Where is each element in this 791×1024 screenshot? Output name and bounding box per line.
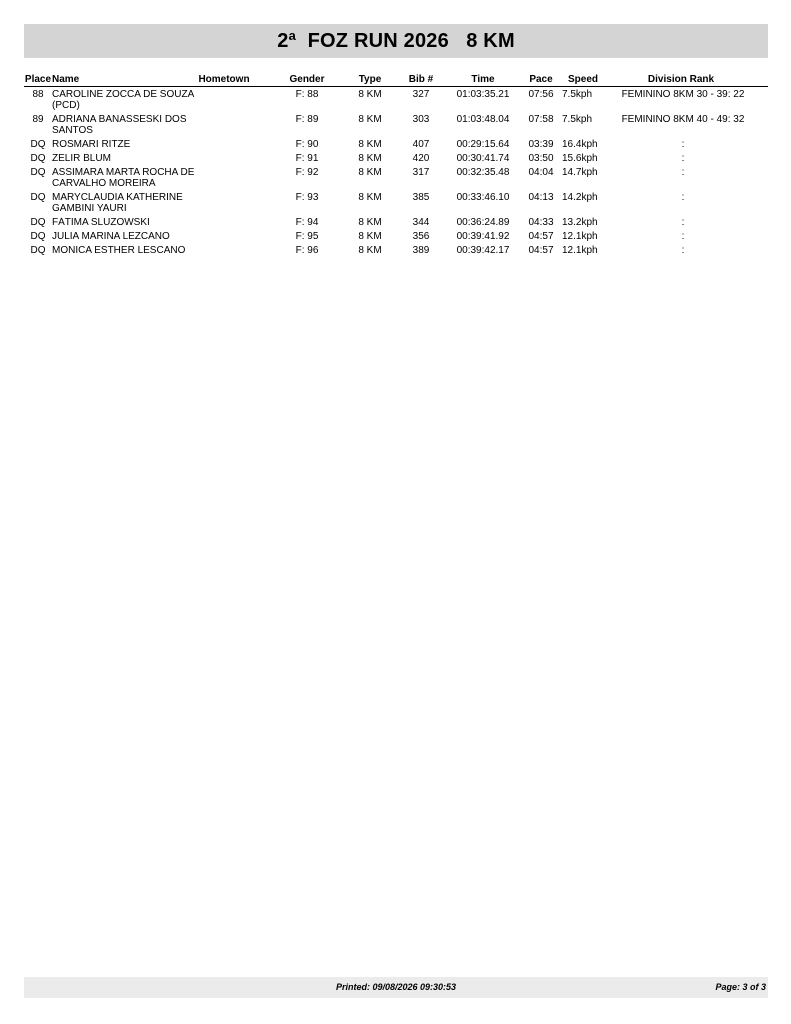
type-cell: 8 KM bbox=[358, 192, 382, 203]
place-cell: 88 bbox=[32, 89, 44, 100]
gender-cell: F: 95 bbox=[295, 231, 319, 242]
time-cell: 00:36:24.89 bbox=[456, 217, 510, 228]
results-table bbox=[24, 74, 768, 259]
name-cell: ADRIANA BANASSESKI DOS SANTOS bbox=[52, 114, 187, 136]
gender-cell: F: 91 bbox=[295, 153, 319, 164]
place-cell: DQ bbox=[30, 167, 46, 178]
pace-cell: 04:57 bbox=[528, 231, 554, 242]
division-rank-cell: : bbox=[681, 217, 685, 228]
pace-cell: 04:33 bbox=[528, 217, 554, 228]
table-row bbox=[24, 89, 768, 111]
gender-cell: F: 90 bbox=[295, 139, 319, 150]
type-cell: 8 KM bbox=[358, 245, 382, 256]
gender-cell: F: 96 bbox=[295, 245, 319, 256]
gender-cell: F: 88 bbox=[295, 89, 319, 100]
type-cell: 8 KM bbox=[358, 231, 382, 242]
type-cell: 8 KM bbox=[358, 167, 382, 178]
column-header-bib: Bib # bbox=[408, 74, 434, 85]
column-header-hometown: Hometown bbox=[198, 74, 250, 85]
type-cell: 8 KM bbox=[358, 114, 382, 125]
time-cell: 00:32:35.48 bbox=[456, 167, 510, 178]
time-cell: 01:03:48.04 bbox=[456, 114, 510, 125]
place-cell: DQ bbox=[30, 192, 46, 203]
gender-cell: F: 93 bbox=[295, 192, 319, 203]
bib-cell: 407 bbox=[412, 139, 430, 150]
name-cell: FÁTIMA SLUZOWSKI bbox=[52, 217, 150, 228]
place-cell: DQ bbox=[30, 231, 46, 242]
pace-cell: 03:39 bbox=[528, 139, 554, 150]
title-bar bbox=[24, 24, 768, 58]
table-row bbox=[24, 114, 768, 136]
bib-cell: 356 bbox=[412, 231, 430, 242]
pace-cell: 03:50 bbox=[528, 153, 554, 164]
division-rank-cell: FEMININO 8KM 30 - 39: 22 bbox=[621, 89, 745, 100]
gender-cell: F: 92 bbox=[295, 167, 319, 178]
speed-cell: 7.5kph bbox=[562, 89, 593, 100]
division-rank-cell: : bbox=[681, 153, 685, 164]
time-cell: 01:03:35.21 bbox=[456, 89, 510, 100]
name-cell: JULIA MARINA LEZCANO bbox=[52, 231, 170, 242]
gender-cell: F: 94 bbox=[295, 217, 319, 228]
table-row bbox=[24, 139, 768, 150]
name-cell: MARYCLAUDIA KATHERINE GAMBINI YAURI bbox=[52, 192, 183, 214]
name-cell: CAROLINE ZOCCA DE SOUZA (PCD) bbox=[52, 89, 194, 111]
speed-cell: 15.6kph bbox=[562, 153, 598, 164]
column-header-division-rank: Division Rank bbox=[647, 74, 715, 85]
place-cell: DQ bbox=[30, 139, 46, 150]
table-body bbox=[24, 89, 768, 256]
pace-cell: 04:04 bbox=[528, 167, 554, 178]
speed-cell: 12.1kph bbox=[562, 245, 598, 256]
column-header-name: Name bbox=[52, 74, 80, 85]
division-rank-cell: : bbox=[681, 245, 685, 256]
type-cell: 8 KM bbox=[358, 217, 382, 228]
time-cell: 00:29:15.64 bbox=[456, 139, 510, 150]
table-header bbox=[24, 74, 768, 87]
column-header-pace: Pace bbox=[529, 74, 553, 85]
table-row bbox=[24, 217, 768, 228]
column-header-place: Place bbox=[24, 74, 52, 85]
bib-cell: 420 bbox=[412, 153, 430, 164]
pace-cell: 04:57 bbox=[528, 245, 554, 256]
name-cell: MONICA ESTHER LESCANO bbox=[52, 245, 186, 256]
time-cell: 00:39:41.92 bbox=[456, 231, 510, 242]
speed-cell: 13.2kph bbox=[562, 217, 598, 228]
table-row bbox=[24, 245, 768, 256]
time-cell: 00:39:42.17 bbox=[456, 245, 510, 256]
place-cell: 89 bbox=[32, 114, 44, 125]
division-rank-cell: FEMININO 8KM 40 - 49: 32 bbox=[621, 114, 745, 125]
footer-bar bbox=[24, 977, 768, 998]
speed-cell: 7.5kph bbox=[562, 114, 593, 125]
printed-timestamp: Printed: 09/08/2026 09:30:53 bbox=[335, 982, 457, 992]
column-header-gender: Gender bbox=[289, 74, 325, 85]
column-header-speed: Speed bbox=[567, 74, 598, 85]
place-cell: DQ bbox=[30, 217, 46, 228]
bib-cell: 344 bbox=[412, 217, 430, 228]
place-cell: DQ bbox=[30, 153, 46, 164]
pace-cell: 07:58 bbox=[528, 114, 554, 125]
speed-cell: 14.7kph bbox=[562, 167, 598, 178]
division-rank-cell: : bbox=[681, 167, 685, 178]
page-title: 2ª FOZ RUN 2026 8 KM bbox=[277, 29, 515, 52]
column-header-type: Type bbox=[358, 74, 382, 85]
name-cell: ZELIR BLUM bbox=[52, 153, 111, 164]
time-cell: 00:33:46.10 bbox=[456, 192, 510, 203]
type-cell: 8 KM bbox=[358, 153, 382, 164]
page-number: Page: 3 of 3 bbox=[715, 982, 766, 992]
division-rank-cell: : bbox=[681, 192, 685, 203]
table-row bbox=[24, 153, 768, 164]
bib-cell: 327 bbox=[412, 89, 430, 100]
bib-cell: 303 bbox=[412, 114, 430, 125]
name-cell: ASSIMARA MARTA ROCHA DE CARVALHO MOREIRA bbox=[52, 167, 195, 189]
pace-cell: 07:56 bbox=[528, 89, 554, 100]
division-rank-cell: : bbox=[681, 231, 685, 242]
table-row bbox=[24, 192, 768, 214]
bib-cell: 317 bbox=[412, 167, 430, 178]
type-cell: 8 KM bbox=[358, 139, 382, 150]
table-row bbox=[24, 231, 768, 242]
table-row bbox=[24, 167, 768, 189]
place-cell: DQ bbox=[30, 245, 46, 256]
speed-cell: 14.2kph bbox=[562, 192, 598, 203]
name-cell: ROSMARI RITZE bbox=[52, 139, 131, 150]
column-header-time: Time bbox=[471, 74, 495, 85]
time-cell: 00:30:41.74 bbox=[456, 153, 510, 164]
speed-cell: 12.1kph bbox=[562, 231, 598, 242]
gender-cell: F: 89 bbox=[295, 114, 319, 125]
pace-cell: 04:13 bbox=[528, 192, 554, 203]
speed-cell: 16.4kph bbox=[562, 139, 598, 150]
bib-cell: 385 bbox=[412, 192, 430, 203]
type-cell: 8 KM bbox=[358, 89, 382, 100]
bib-cell: 389 bbox=[412, 245, 430, 256]
division-rank-cell: : bbox=[681, 139, 685, 150]
